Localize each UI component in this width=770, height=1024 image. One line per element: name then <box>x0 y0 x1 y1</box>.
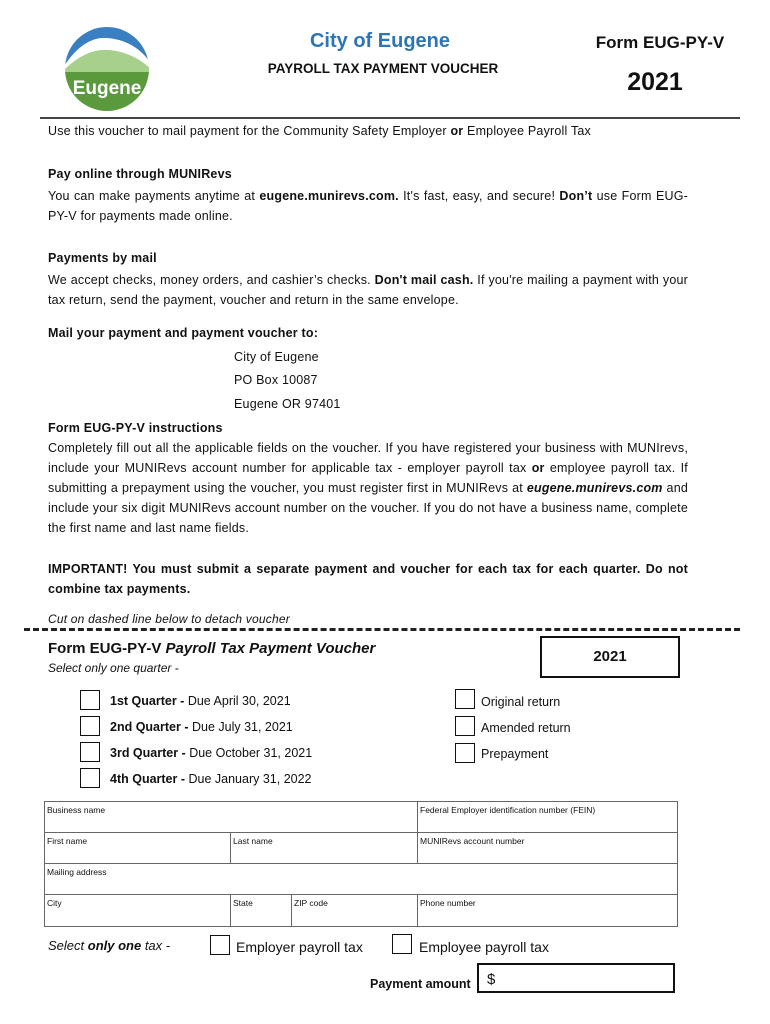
quarter-2-label: 2nd Quarter - Due July 31, 2021 <box>110 720 293 734</box>
amended-return-label: Amended return <box>481 721 571 735</box>
voucher-form-title: Form EUG-PY-V Payroll Tax Payment Voucher <box>48 640 376 657</box>
prepayment-checkbox[interactable] <box>455 743 475 763</box>
employee-tax-label: Employee payroll tax <box>419 939 549 955</box>
fein-field[interactable]: Federal Employer identification number (FEIN) <box>417 801 678 833</box>
header-rule <box>40 117 740 119</box>
quarter-3-label: 3rd Quarter - Due October 31, 2021 <box>110 746 313 760</box>
quarter-2-checkbox[interactable] <box>80 716 100 736</box>
state-field[interactable]: State <box>230 894 292 927</box>
mailing-address-field[interactable]: Mailing address <box>44 863 678 895</box>
quarter-4-label: 4th Quarter - Due January 31, 2022 <box>110 772 312 786</box>
voucher-field-grid <box>44 801 678 927</box>
first-name-field[interactable]: First name <box>44 832 231 864</box>
employer-tax-label: Employer payroll tax <box>236 939 363 955</box>
voucher-title: PAYROLL TAX PAYMENT VOUCHER <box>267 61 499 76</box>
cut-note: Cut on dashed line below to detach voucher <box>48 612 290 626</box>
prepayment-label: Prepayment <box>481 747 549 761</box>
important-notice: IMPORTANT! You must submit a separate payment and voucher for each tax for each quarter. Do not combine tax payments. <box>48 562 688 596</box>
munirevs-account-field[interactable]: MUNIRevs account number <box>417 832 678 864</box>
quarter-1-label: 1st Quarter - Due April 30, 2021 <box>110 694 291 708</box>
quarter-4-checkbox[interactable] <box>80 768 100 788</box>
instructions-heading: Form EUG-PY-V instructions <box>48 421 223 435</box>
phone-field[interactable]: Phone number <box>417 894 678 927</box>
city-logo <box>64 26 150 112</box>
select-tax-label: Select only one tax - <box>48 938 171 953</box>
quarter-3-checkbox[interactable] <box>80 742 100 762</box>
quarter-1-checkbox[interactable] <box>80 690 100 710</box>
address-line-2: PO Box 10087 <box>234 373 318 387</box>
mail-text: We accept checks, money orders, and cashier’s checks. Don't mail cash. If you're mailing a payment with your tax return, send the payment, voucher and return in the same envelope. <box>48 273 689 307</box>
form-id: Form EUG-PY-V <box>595 33 725 52</box>
mail-heading: Payments by mail <box>48 251 157 265</box>
zip-field[interactable]: ZIP code <box>291 894 418 927</box>
instructions-text: Completely fill out all the applicable fields on the voucher. If you have registered your business with MUNIrevs, include your MUNIRevs account number for applicable tax - employer payroll tax or employee payroll tax. If submitting a prepayment using the voucher, you must register first in MUNIRevs at eugene.munirevs.com and include your six digit MUNIRevs account number on the voucher. If you do not have a business name, complete the first name and last name fields. <box>48 441 688 535</box>
select-quarter-label: Select only one quarter - <box>48 661 179 675</box>
employee-tax-checkbox[interactable] <box>392 934 412 954</box>
intro-text: Use this voucher to mail payment for the Community Safety Employer or Employee Payroll Tax <box>48 124 591 138</box>
amended-return-checkbox[interactable] <box>455 716 475 736</box>
mail-to-heading: Mail your payment and payment voucher to: <box>48 326 319 340</box>
online-heading: Pay online through MUNIRevs <box>48 167 232 181</box>
currency-symbol: $ <box>487 971 496 988</box>
employer-tax-checkbox[interactable] <box>210 935 230 955</box>
city-title: City of Eugene <box>309 30 450 52</box>
address-line-3: Eugene OR 97401 <box>234 397 341 411</box>
original-return-label: Original return <box>481 695 561 709</box>
svg-text:Eugene: Eugene <box>72 78 142 99</box>
original-return-checkbox[interactable] <box>455 689 475 709</box>
city-field[interactable]: City <box>44 894 231 927</box>
payment-amount-label: Payment amount <box>370 977 471 991</box>
payment-amount-field[interactable] <box>477 963 675 993</box>
address-line-1: City of Eugene <box>234 350 319 364</box>
online-text: You can make payments anytime at eugene.munirevs.com. It's fast, easy, and secure! Don’t use Form EUG-PY-V for payments made online. <box>48 189 688 223</box>
voucher-year-box: 2021 <box>540 636 680 678</box>
business-name-field[interactable]: Business name <box>44 801 418 833</box>
last-name-field[interactable]: Last name <box>230 832 418 864</box>
form-year: 2021 <box>627 68 683 96</box>
cut-line <box>24 628 740 631</box>
